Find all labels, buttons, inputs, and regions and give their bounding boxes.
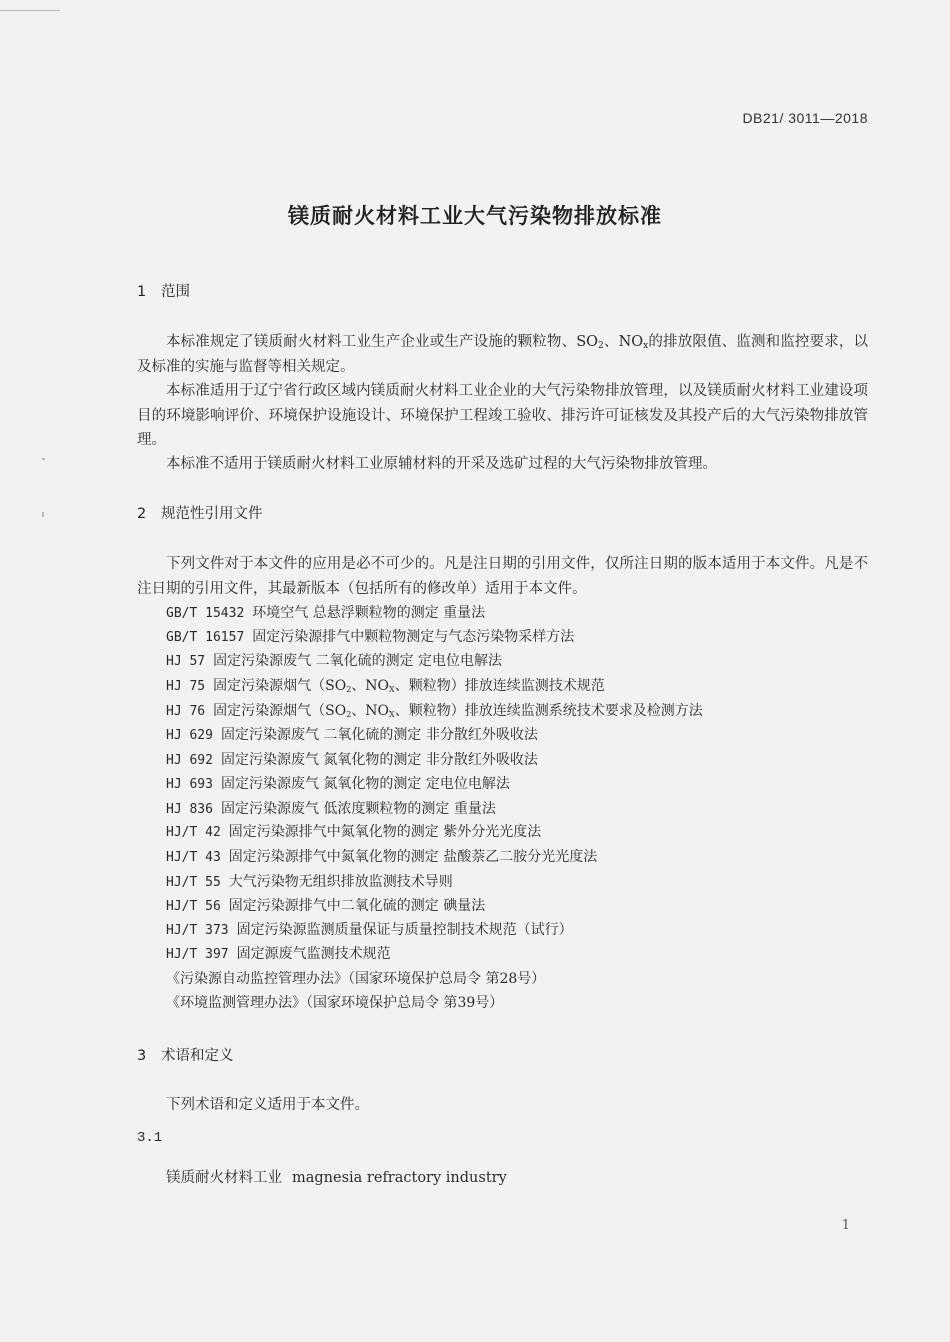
term-chinese: 镁质耐火材料工业	[166, 1170, 282, 1186]
scan-mark-left-2	[42, 512, 44, 517]
reference-item: HJ 57 固定污染源废气 二氧化硫的测定 定电位电解法	[166, 653, 503, 669]
terms-intro: 下列术语和定义适用于本文件。	[166, 1097, 369, 1113]
reference-item: HJ 693 固定污染源废气 氮氧化物的测定 定电位电解法	[166, 776, 510, 792]
section-number: 3	[137, 1048, 147, 1064]
scan-mark-left	[42, 458, 45, 460]
section-2-heading	[137, 502, 263, 523]
scan-mark-top	[0, 10, 60, 11]
section-title: 规范性引用文件	[161, 506, 263, 522]
section-1-heading	[137, 280, 190, 301]
reference-item: HJ 76 固定污染源烟气（$SO_2$、$NO_X$、颗粒物）排放连续监测系统技术要求及检测方法	[166, 703, 703, 719]
section-3-heading	[137, 1044, 234, 1065]
reference-item: GB/T 16157 固定污染源排气中颗粒物测定与气态污染物采样方法	[166, 629, 575, 645]
reference-item: HJ/T 397 固定源废气监测技术规范	[166, 946, 391, 962]
section-number: 2	[137, 506, 147, 522]
reference-item: HJ 692 固定污染源废气 氮氧化物的测定 非分散红外吸收法	[166, 752, 538, 768]
scope-paragraph-3: 本标准不适用于镁质耐火材料工业原辅材料的开采及选矿过程的大气污染物排放管理。	[166, 456, 717, 472]
section-number: 1	[137, 284, 147, 300]
reference-item: 《环境监测管理办法》（国家环境保护总局令 第39号）	[166, 995, 504, 1011]
scope-paragraph-1: 本标准规定了镁质耐火材料工业生产企业或生产设施的颗粒物、$SO_2$、$NO_x$的排放限值、监测和监控要求，以及标准的实施与监督等相关规定。	[137, 334, 869, 375]
standard-number: DB21/ 3011—2018	[742, 110, 868, 126]
reference-item: HJ/T 56 固定污染源排气中二氧化硫的测定 碘量法	[166, 898, 486, 914]
section-title: 术语和定义	[161, 1048, 234, 1064]
term-entry	[166, 1166, 507, 1187]
reference-item: HJ/T 42 固定污染源排气中氮氧化物的测定 紫外分光光度法	[166, 824, 542, 840]
reference-item: HJ/T 373 固定污染源监测质量保证与质量控制技术规范（试行）	[166, 922, 573, 938]
scope-paragraph-2: 本标准适用于辽宁省行政区域内镁质耐火材料工业企业的大气污染物排放管理，以及镁质耐火材料工业建设项目的环境影响评价、环境保护设施设计、环境保护工程竣工验收、排污许可证核发及其投产后的大气污染物排放管理。	[137, 383, 868, 448]
document-title: 镁质耐火材料工业大气污染物排放标准	[288, 204, 662, 228]
reference-item: HJ 836 固定污染源废气 低浓度颗粒物的测定 重量法	[166, 801, 496, 817]
section-title: 范围	[161, 284, 190, 300]
clause-number: 3.1	[137, 1130, 163, 1146]
reference-item: HJ 75 固定污染源烟气（$SO_2$、$NO_X$、颗粒物）排放连续监测技术规范	[166, 678, 605, 694]
page-number: 1	[841, 1218, 850, 1233]
reference-item: 《污染源自动监控管理办法》（国家环境保护总局令 第28号）	[166, 971, 546, 987]
reference-item: HJ 629 固定污染源废气 二氧化硫的测定 非分散红外吸收法	[166, 727, 538, 743]
term-english: magnesia refractory industry	[292, 1170, 507, 1186]
reference-item: HJ/T 43 固定污染源排气中氮氧化物的测定 盐酸萘乙二胺分光光度法	[166, 849, 598, 865]
reference-item: GB/T 15432 环境空气 总悬浮颗粒物的测定 重量法	[166, 605, 486, 621]
reference-item: HJ/T 55 大气污染物无组织排放监测技术导则	[166, 874, 453, 890]
refs-intro: 下列文件对于本文件的应用是必不可少的。凡是注日期的引用文件，仅所注日期的版本适用于本文件。凡是不注日期的引用文件，其最新版本（包括所有的修改单）适用于本文件。	[137, 556, 868, 597]
